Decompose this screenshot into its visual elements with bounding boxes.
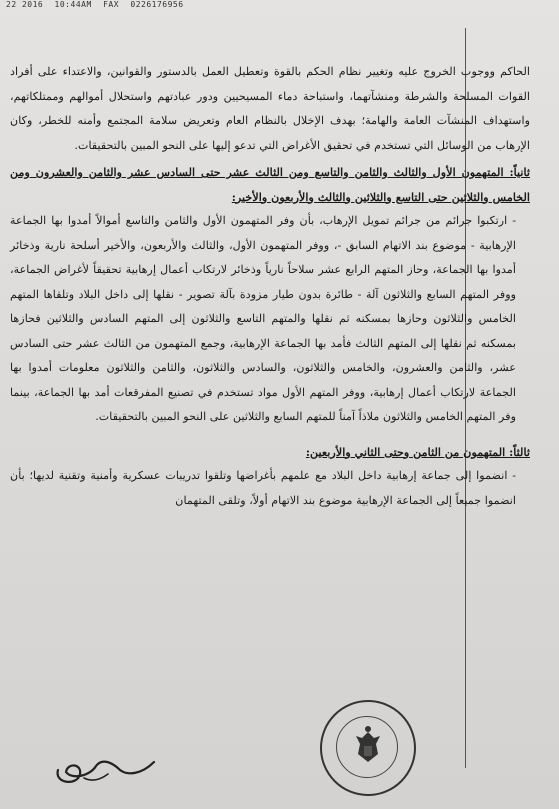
fax-time: 10:44AM (54, 0, 92, 9)
fax-date: 22 2016 (6, 0, 44, 9)
signature-icon (50, 740, 160, 790)
section-heading-third: ثالثاً: المتهمون من الثامن وحتى الثاني والأربعين: (305, 444, 530, 459)
section-item-third: - انضموا إلى جماعة إرهابية داخل البلاد مع علمهم بأغراضها وتلقوا تدريبات عسكرية وأمنية وتقنية لديها؛ بأن انضموا جميعاً إلى الجماعة الإرهابية موضوع بند الاتهام أولاً، وتلقى المتهمان (10, 469, 516, 507)
eagle-emblem-icon (322, 702, 414, 794)
fax-header (6, 0, 190, 9)
fax-number: 0226176956 (130, 0, 184, 9)
paragraph-intro: الحاكم ووجوب الخروج عليه وتغيير نظام الحكم بالقوة وتعطيل العمل بالدستور والقوانين، والاعتداء على أفراد القوات المسلحة والشرطة ومنشآتهما، واستباحة دماء المسيحيين ودور عبادتهم واستحلال أموالهم وممتلكاتهم، واستهداف المنشآت العامة والهامة؛ بهدف الإخلال بالنظام العام وتعريض سلامة المجتمع وأمنه للخطر، وكان الإرهاب من الوسائل التي تستخدم في تحقيق الأغراض التي تدعو إليها على النحو المبين بالتحقيقات. (10, 65, 530, 152)
section-heading-second: ثانياً: المتهمون الأول والثالث والثامن والتاسع ومن الثالث عشر حتى السادس عشر والثامن والعشرون ومن الخامس والثلاثين حتى التاسع والثلاثين والثالث والأربعون والأخير: (10, 165, 530, 204)
official-seal-stamp (320, 700, 416, 796)
section-item-second: - ارتكبوا جرائم من جرائم تمويل الإرهاب، بأن وفر المتهمون الأول والثامن والتاسع أموالاً أمدوا بها الجماعة الإرهابية - موضوع بند الاتهام السابق -، ووفر المتهمون الأول، والثالث والأربعون، والأخير أسلحة نارية وذخائر أمدوا بها الجماعة، وحاز المتهم الرابع عشر سلاحاً نارياً وذخائر لارتكاب أعمال إرهابية تحقيقاً لأغراض الجماعة، ووفر المتهم السابع والثلاثون آلة - طائرة بدون طيار مزودة بآلة تصوير - نقلها إلى داخل البلاد وتلقاها المتهم الخامس والثلاثون وحازها بمسكنه ثم نقلها والمتهم التاسع والثلاثون إلى المتهم السادس والثلاثين فحازها بمسكنه ثم نقلها إلى المتهم الثالث فأمد بها الجماعة الإرهابية، وجمع المتهمون من الثالث عشر حتى السادس عشر، والثامن والعشرون، والخامس والثلاثون، والسادس والثلاثون، والثامن والثلاثون معلومات أمدوا بها الجماعة لارتكاب أعمال إرهابية، ووفر المتهم الأول مواد تستخدم في تصنيع المفرقعات أمد بها الجماعة، بينما وفر المتهم الخامس والثلاثون ملاذاً آمناً للمتهم السابع والثلاثين على النحو المبين بالتحقيقات. (10, 214, 516, 423)
document-body (10, 60, 530, 513)
fax-label: FAX (103, 0, 120, 9)
